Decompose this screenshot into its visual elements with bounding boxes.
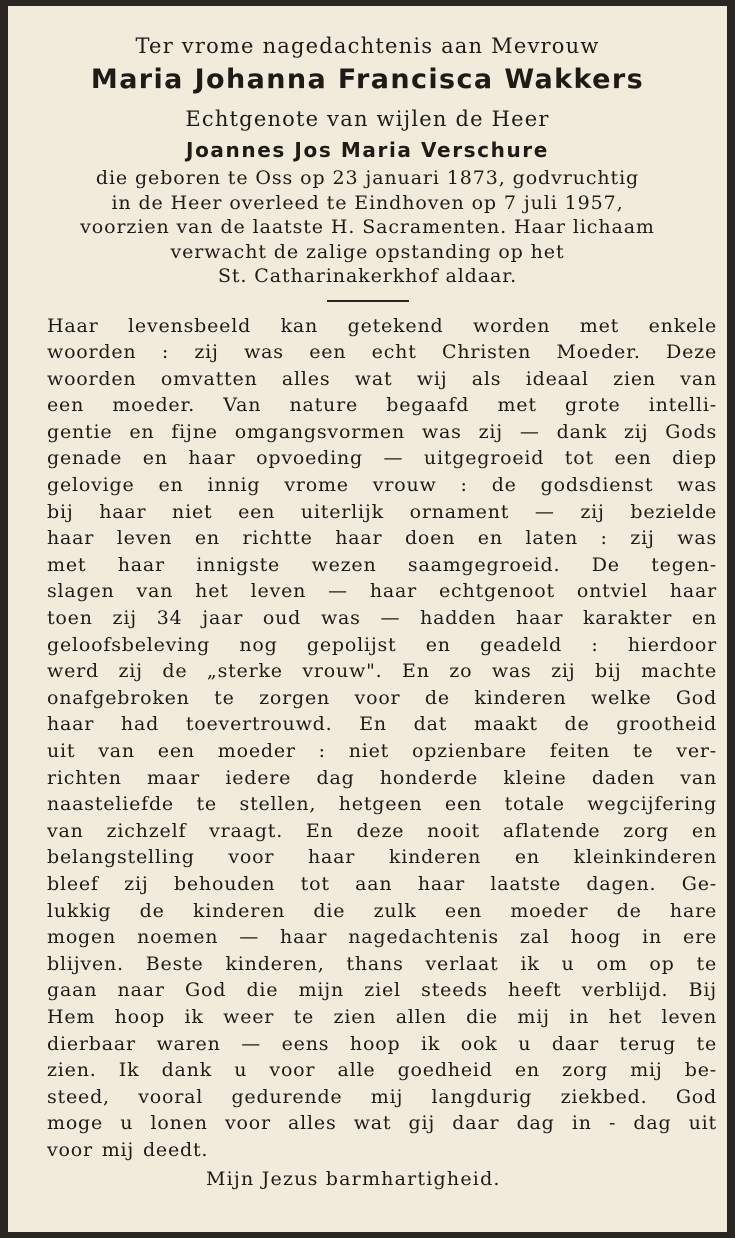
text-line: woorden : zij was een echt Christen Moeder. Deze [47, 341, 717, 364]
text-line: geloofsbeleving nog gepolijst en geadeld : hierdoor [47, 633, 717, 656]
text-line: lukkig de kinderen die zulk een moeder de hare [47, 899, 717, 922]
text-line: een moeder. Van nature begaafd met grote intelli- [47, 394, 717, 417]
text-line: steed, vooral gedurende mij langdurig ziekbed. God [47, 1085, 717, 1108]
text-line: Haar levensbeeld kan getekend worden met enkele [47, 314, 717, 337]
detail-line: voorzien van de laatste H. Sacramenten. Haar lichaam [80, 216, 655, 238]
detail-line: verwacht de zalige opstanding op het [170, 240, 565, 263]
card-header [8, 6, 727, 302]
text-line: haar leven en richtte haar doen en laten : zij was [47, 527, 717, 550]
text-line: gelovige en innig vrome vrouw : de godsdienst was [47, 474, 717, 497]
text-line: slagen van het leven — haar echtgenoot ontviel haar [47, 580, 717, 603]
text-line: bij haar niet een uiterlijk ornament — zij bezielde [47, 500, 717, 523]
text-line: blijven. Beste kinderen, thans verlaat ik u om op te [47, 952, 717, 975]
detail-line: die geboren te Oss op 23 januari 1873, godvruchtig [95, 167, 640, 189]
text-line: gentie en fijne omgangsvormen was zij — dank zij Gods [47, 420, 717, 443]
text-line: gaan naar God die mijn ziel steeds heeft verblijd. Bij [47, 979, 717, 1002]
text-line: zien. Ik dank u voor alle goedheid en zorg mij be- [47, 1059, 717, 1082]
text-line: voor mij deedt. [47, 1138, 209, 1161]
text-line: woorden omvatten alles wat wij als ideaal zien van [47, 367, 717, 390]
text-line: dierbaar waren — eens hoop ik ook u daar terug te [47, 1032, 717, 1055]
divider [327, 300, 409, 302]
text-line: belangstelling voor haar kinderen en kleinkinderen [47, 846, 717, 869]
text-line: genade en haar opvoeding — uitgegroeid tot een diep [47, 447, 717, 470]
memorial-card [8, 6, 727, 1232]
text-line: haar had toevertrouwd. En dat maakt de grootheid [47, 713, 717, 736]
intro-line: Ter vrome nagedachtenis aan Mevrouw [135, 34, 600, 58]
text-line: uit van een moeder : niet opzienbare feiten te ver- [47, 740, 717, 762]
detail-line: in de Heer overleed te Eindhoven op 7 juli 1957, [111, 191, 624, 214]
spouse-name: Joannes Jos Maria Verschure [186, 138, 549, 162]
text-line: naasteliefde te stellen, hetgeen een totale wegcijfering [47, 793, 717, 816]
text-line: bleef zij behouden tot aan haar laatste dagen. Ge- [47, 872, 717, 895]
detail-line: St. Catharinakerkhof aldaar. [217, 265, 518, 287]
text-line: met haar innigste wezen saamgegroeid. De tegen- [47, 553, 717, 576]
spouse-intro-line: Echtgenote van wijlen de Heer [185, 107, 550, 131]
text-line: mogen noemen — haar nagedachtenis zal hoog in ere [47, 926, 717, 949]
text-line: Hem hoop ik weer te zien allen die mij in het leven [47, 1005, 717, 1028]
text-line: van zichzelf vraagt. En deze nooit aflatende zorg en [47, 819, 717, 842]
text-line: toen zij 34 jaar oud was — hadden haar karakter en [47, 607, 717, 630]
eulogy-text [8, 313, 727, 1164]
closing-prayer: Mijn Jezus barmhartigheid. [206, 1167, 501, 1190]
text-line: richten maar iedere dag honderde kleine daden van [47, 766, 717, 789]
text-line: onafgebroken te zorgen voor de kinderen welke God [47, 686, 717, 709]
text-line: moge u lonen voor alles wat gij daar dag in - dag uit [47, 1112, 717, 1135]
deceased-name: Maria Johanna Francisca Wakkers [90, 64, 645, 95]
life-details [8, 166, 727, 289]
text-line: werd zij de „sterke vrouw". En zo was zij bij machte [47, 660, 717, 683]
